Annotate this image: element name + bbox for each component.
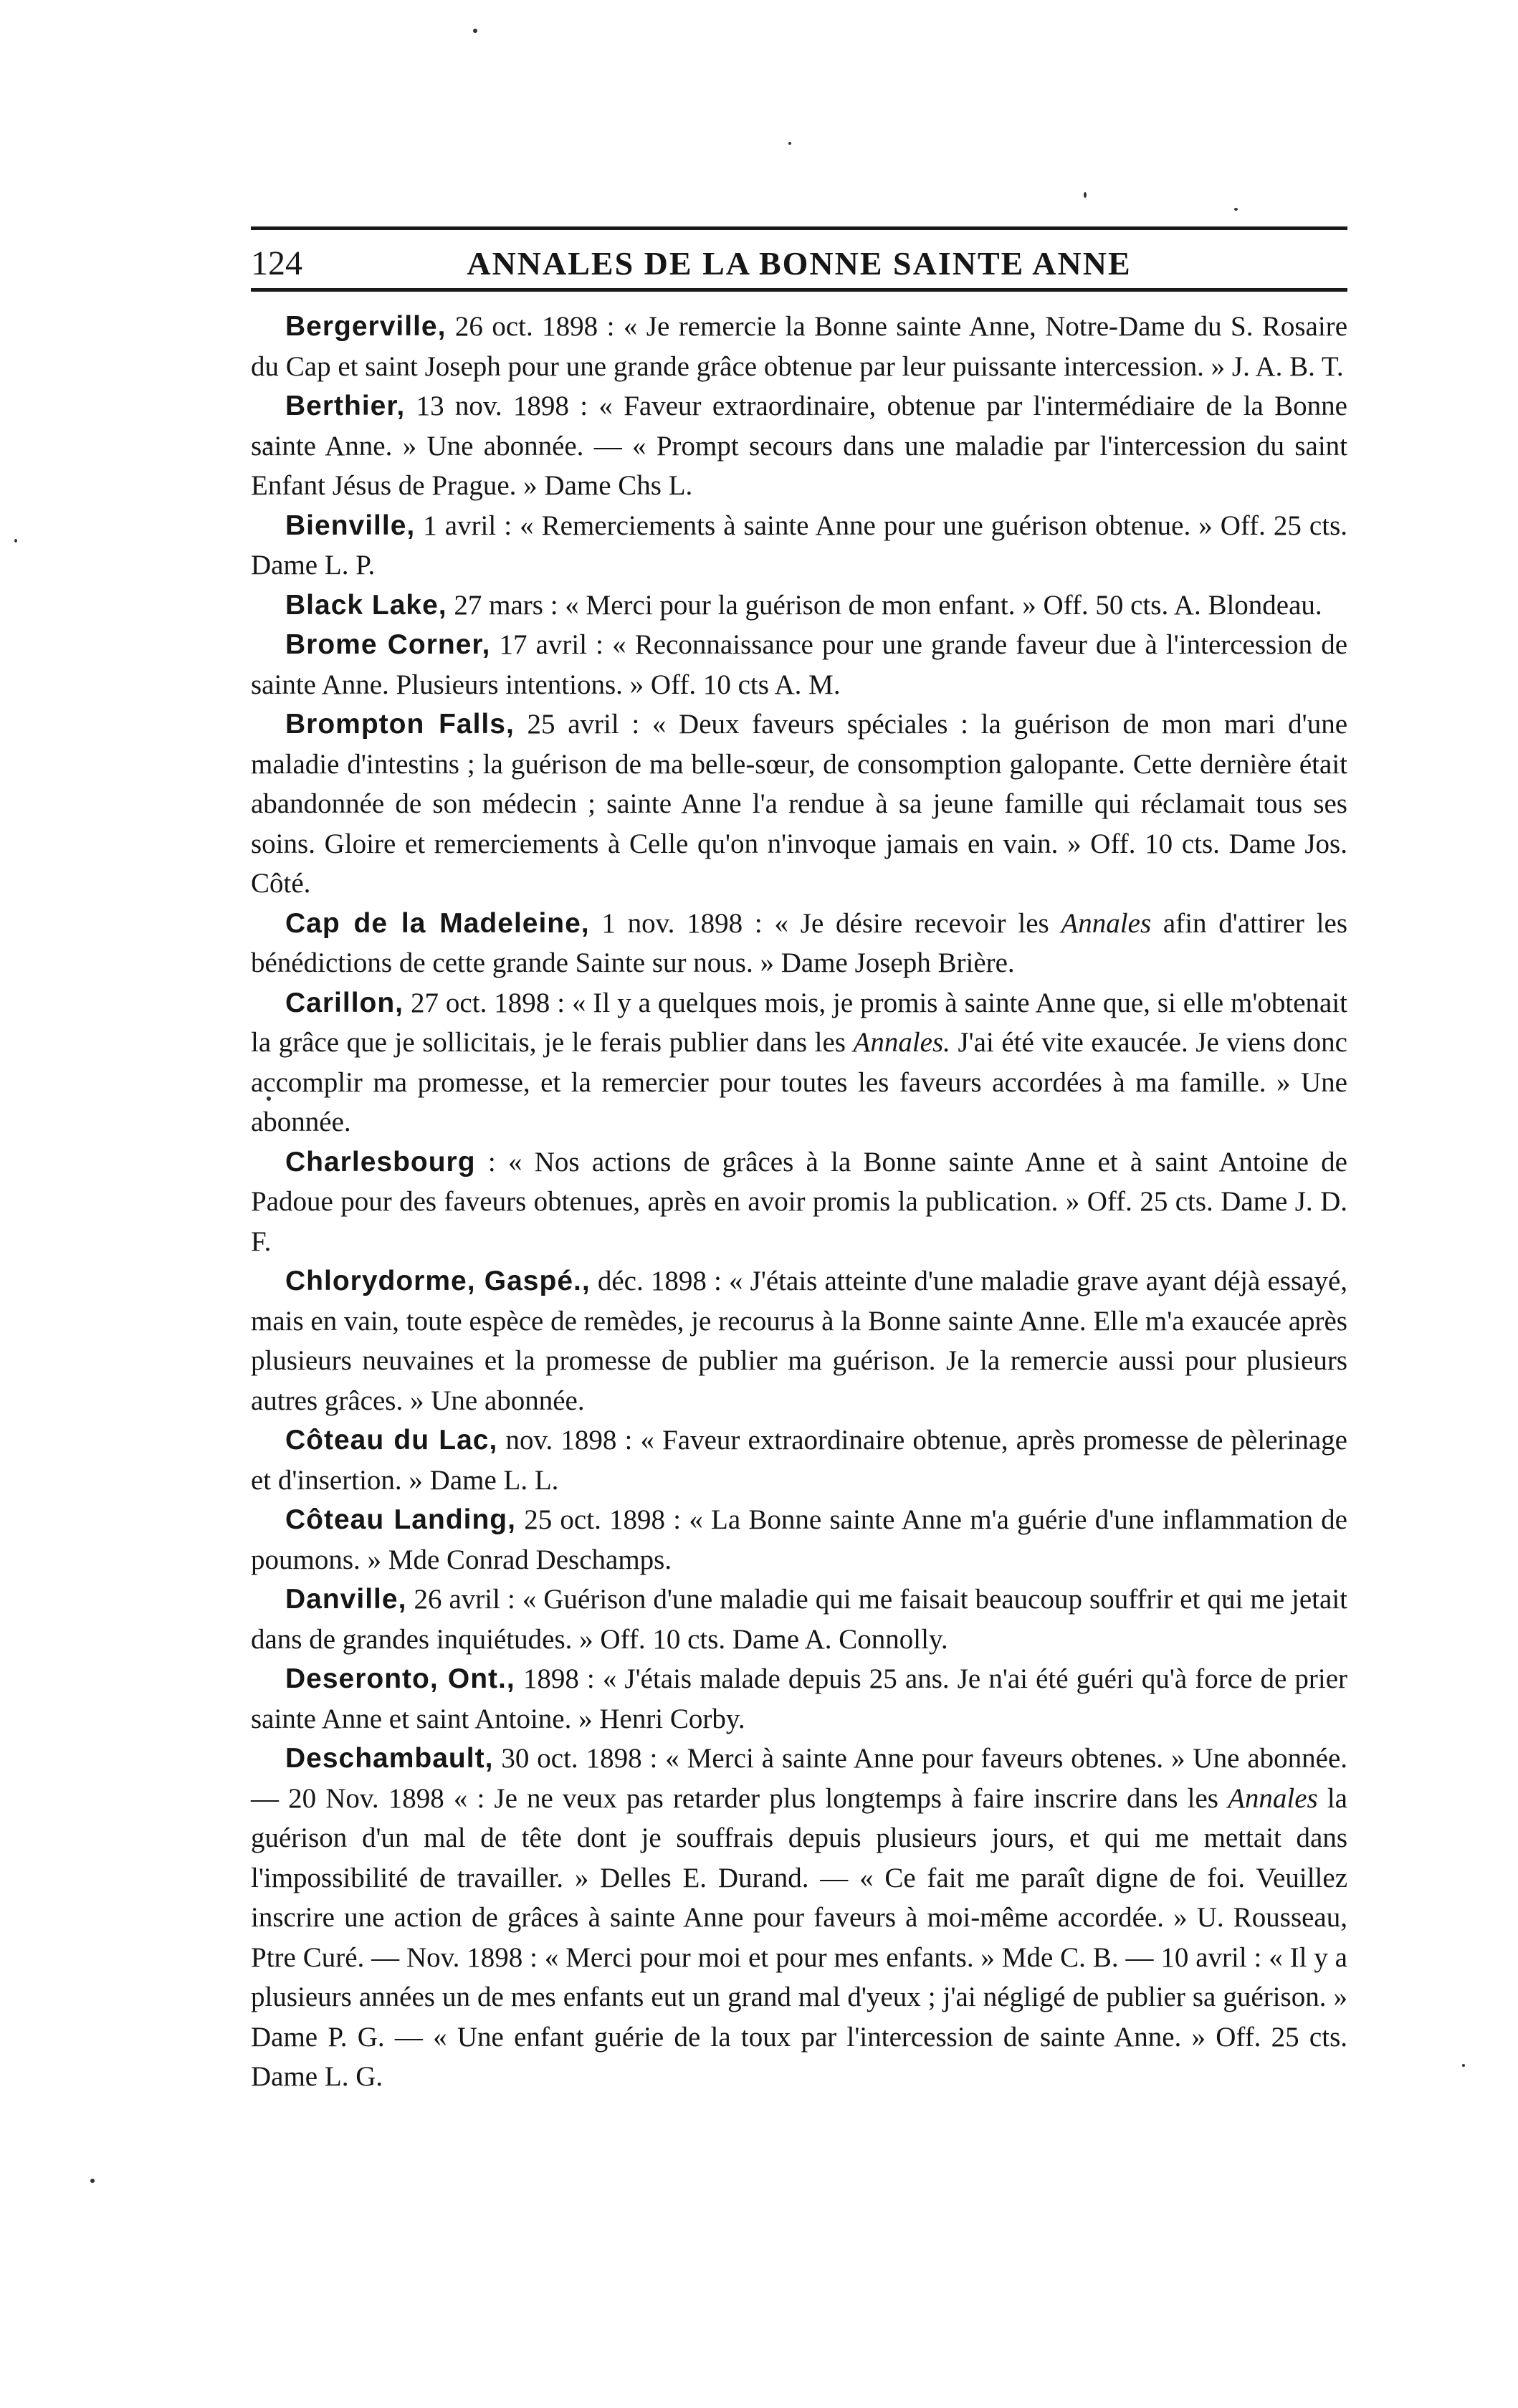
- entry-bergerville: [251, 307, 1347, 386]
- entry-deschambault: [251, 1739, 1347, 2097]
- entry-place: Berthier,: [285, 391, 406, 421]
- entry-text: 26 oct. 1898 : « Je remercie la Bonne sainte Anne, Notre-Dame du S. Rosaire du Cap et saint Joseph pour une grande grâce obtenue par leur puissante intercession. » J. A. B. T.: [251, 311, 1348, 382]
- entry-place: Deseronto, Ont.,: [285, 1663, 515, 1694]
- entry-place: Charlesbourg: [285, 1146, 476, 1177]
- header-bottom-rule: [251, 288, 1347, 292]
- entry-text: nov. 1898 : « Faveur extraordinaire obtenue, après promesse de pèlerinage et d'insertion. » Dame L. L.: [251, 1425, 1347, 1496]
- entry-bienville: [251, 506, 1347, 586]
- entry-text-before: 30 oct. 1898 : « Merci à sainte Anne pour faveurs obtenes. » Une abonnée. — 20 Nov. 1898 « : Je ne veux pas retarder plus longtemps à faire inscrire dans les: [251, 1743, 1347, 1814]
- paper-speck: [14, 539, 17, 543]
- header-top-rule: [251, 226, 1347, 230]
- entry-chlorydorme: [251, 1261, 1347, 1420]
- entry-danville: [251, 1580, 1347, 1659]
- entry-brompton-falls: [251, 704, 1347, 904]
- entry-italic-title: Annales: [1061, 907, 1152, 939]
- entry-text-after: la guérison d'un mal de tête dont je souffrais depuis plusieurs jours, et qui me mettait dans l'impossibilité de travailler. » Delles E. Durand. — « Ce fait me paraît digne de foi. Veuillez inscrire une action de grâces à sainte Anne pour faveurs à moi-même accordée. » U. Rousseau, Ptre Curé. — Nov. 1898 : « Merci pour moi et pour mes enfants. » Mde C. B. — 10 avril : « Il y a plusieurs années un de mes enfants eut un grand mal d'yeux ; j'ai négligé de publier sa guérison. » Dame P. G. — « Une enfant guérie de la toux par l'intercession de sainte Anne. » Off. 25 cts. Dame L. G.: [251, 1782, 1347, 2092]
- entry-place: Chlorydorme, Gaspé.,: [285, 1266, 591, 1296]
- entry-place: Côteau Landing,: [285, 1504, 516, 1535]
- entry-text: 25 avril : « Deux faveurs spéciales : la guérison de mon mari d'une maladie d'intestins ; la guérison de ma belle-sœur, de consomption galopante. Cette dernière était abandonnée de son médecin ; sainte Anne l'a rendue à sa jeune famille qui réclamait tous ses soins. Gloire et remerciements à Celle qu'on n'invoque jamais en vain. » Off. 10 cts. Dame Jos. Côté.: [251, 709, 1348, 899]
- paper-speck: [473, 29, 477, 33]
- entry-brome-corner: [251, 625, 1347, 704]
- entry-text: 26 avril : « Guérison d'une maladie qui me faisait beaucoup souffrir et qui me jetait dans de grandes inquiétudes. » Off. 10 cts. Dame A. Connolly.: [251, 1584, 1347, 1655]
- entry-berthier: [251, 386, 1347, 506]
- entry-place: Black Lake,: [285, 589, 447, 621]
- entry-text: 1898 : « J'étais malade depuis 25 ans. Je n'ai été guéri qu'à force de prier sainte Anne et saint Antoine. » Henri Corby.: [251, 1663, 1348, 1734]
- entry-text-before: 27 oct. 1898 : « Il y a quelques mois, je promis à sainte Anne que, si elle m'obtenait la grâce que je sollicitais, je le ferais publier dans les: [251, 987, 1348, 1058]
- entry-place: Cap de la Madeleine,: [285, 907, 590, 939]
- paper-speck: [1084, 192, 1087, 198]
- paper-speck: [788, 142, 791, 145]
- entry-place: Côteau du Lac,: [285, 1425, 498, 1456]
- entry-text-after: J'ai été vite exaucée. Je viens donc accomplir ma promesse, et la remercier pour toutes les faveurs accordées à ma famille. » Une abonnée.: [251, 1027, 1347, 1137]
- entry-place: Deschambault,: [285, 1743, 494, 1774]
- paper-speck: [90, 2179, 95, 2183]
- entry-place: Brompton Falls,: [285, 709, 515, 740]
- entry-place: Bergerville,: [285, 311, 447, 342]
- entry-text: : « Nos actions de grâces à la Bonne sainte Anne et à saint Antoine de Padoue pour des faveurs obtenues, après en avoir promis la publication. » Off. 25 cts. Dame J. D. F.: [251, 1146, 1347, 1257]
- entry-text: 13 nov. 1898 : « Faveur extraordinaire, obtenue par l'intermédiaire de la Bonne sainte Anne. » Une abonnée. — « Prompt secours dans une maladie par l'intercession du saint Enfant Jésus de Prague. » Dame Chs L.: [251, 391, 1347, 501]
- entry-deseronto: [251, 1659, 1347, 1739]
- entry-place: Danville,: [285, 1584, 407, 1615]
- entry-text-after: afin d'attirer les bénédictions de cette grande Sainte sur nous. » Dame Joseph Brière.: [251, 907, 1348, 978]
- entry-black-lake: [251, 586, 1347, 626]
- paper-speck: [1234, 208, 1238, 211]
- page-header: [251, 216, 1347, 302]
- page-number: 124: [251, 244, 302, 282]
- entry-charlesbourg: [251, 1142, 1347, 1262]
- running-title: ANNALES DE LA BONNE SAINTE ANNE: [467, 245, 1132, 282]
- entry-place: Bienville,: [285, 510, 416, 541]
- entry-place: Brome Corner,: [285, 629, 491, 660]
- entry-text: 27 mars : « Merci pour la guérison de mon enfant. » Off. 50 cts. A. Blondeau.: [454, 589, 1322, 621]
- entry-coteau-du-lac: [251, 1420, 1347, 1500]
- paper-speck: [1462, 2064, 1465, 2067]
- entry-place: Carillon,: [285, 987, 404, 1018]
- entry-cap-de-la-madeleine: [251, 904, 1347, 983]
- thanksgiving-entries: [251, 307, 1347, 2097]
- entry-text: déc. 1898 : « J'étais atteinte d'une maladie grave ayant déjà essayé, mais en vain, toute espèce de remèdes, je recourus à la Bonne sainte Anne. Elle m'a exaucée après plusieurs neuvaines et la promesse de publier ma guérison. Je la remercie aussi pour plusieurs autres grâces. » Une abonnée.: [251, 1266, 1347, 1416]
- entry-text-before: 1 nov. 1898 : « Je désire recevoir les: [601, 907, 1061, 939]
- entry-carillon: [251, 983, 1347, 1142]
- entry-text: 17 avril : « Reconnaissance pour une grande faveur due à l'intercession de sainte Anne. Plusieurs intentions. » Off. 10 cts A. M.: [251, 629, 1348, 700]
- entry-text: 25 oct. 1898 : « La Bonne sainte Anne m'a guérie d'une inflammation de poumons. » Mde Conrad Deschamps.: [251, 1504, 1347, 1575]
- entry-italic-title: Annales: [1228, 1782, 1318, 1814]
- entry-coteau-landing: [251, 1500, 1347, 1580]
- entry-text: 1 avril : « Remerciements à sainte Anne pour une guérison obtenue. » Off. 25 cts. Dame L. P.: [251, 510, 1347, 580]
- entry-italic-title: Annales.: [853, 1027, 950, 1058]
